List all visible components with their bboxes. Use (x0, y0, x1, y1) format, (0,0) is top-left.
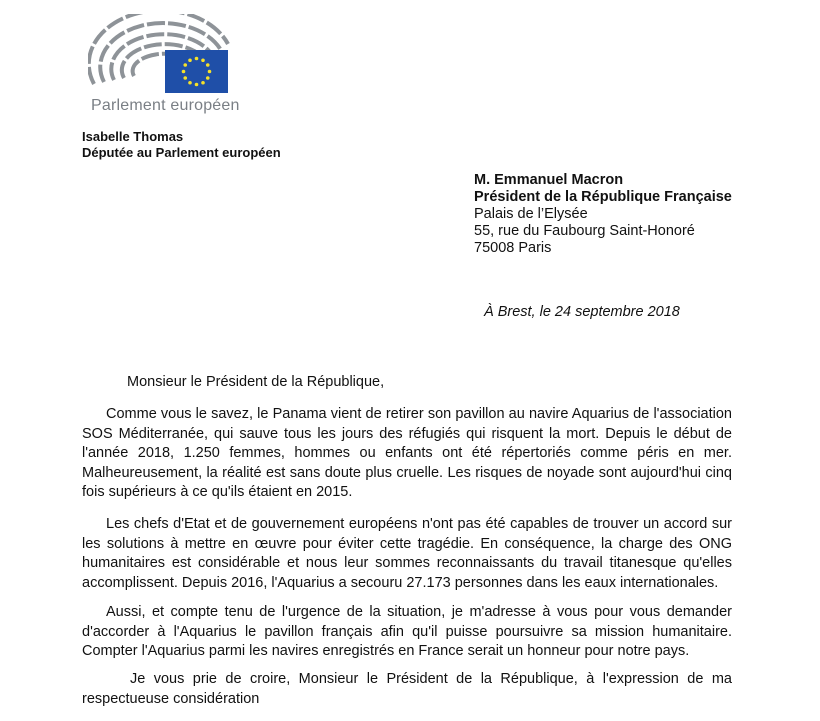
star-icon (201, 81, 205, 85)
european-parliament-logo (88, 14, 233, 96)
text-line: Comme vous le savez, le Panama vient de retirer son pavillon au navire Aquarius de l'association (106, 406, 732, 422)
text-line: humanitaires est considérable et nous leur sommes reconnaissants du travail titanesque qu'elles (82, 555, 732, 571)
closing-paragraph (82, 670, 732, 709)
text-line: accomplissent. Depuis 2016, l'Aquarius a secouru 27.173 personnes dans les eaux internationales. (82, 574, 719, 591)
star-icon (183, 76, 187, 80)
text-line: les solutions à mettre en œuvre pour éviter cette tragédie. En conséquence, la charge des ONG (82, 535, 732, 552)
letter-date: À Brest, le 24 septembre 2018 (484, 304, 680, 320)
star-icon (201, 58, 205, 62)
text-line: Malheureusement, la réalité est sans doute plus cruelle. Les risques de noyade sont aujourd'hui cinq (82, 464, 732, 481)
star-icon (206, 63, 210, 67)
star-icon (182, 70, 186, 74)
recipient-address-line: 75008 Paris (474, 240, 552, 256)
text-line: respectueuse considération (82, 690, 260, 707)
text-line: Aussi, et compte tenu de l'urgence de la situation, je m'adresse à vous pour vous demander (106, 604, 732, 620)
logo-text: Parlement européen (91, 97, 240, 114)
paragraph-3 (82, 603, 732, 662)
recipient-address-line: Palais de l’Elysée (474, 206, 588, 222)
star-icon (188, 58, 192, 62)
text-line: d'accorder à l'Aquarius le pavillon français afin qu'il puisse poursuivre sa mission humanitaire. (82, 623, 732, 640)
recipient-name: M. Emmanuel Macron (474, 172, 624, 188)
sender-name: Isabelle Thomas (82, 129, 184, 144)
eu-flag-icon (165, 50, 228, 93)
paragraph-1 (82, 405, 732, 503)
recipient-block (474, 172, 732, 257)
text-line: Je vous prie de croire, Monsieur le Président de la République, à l'expression de ma (130, 671, 732, 687)
sender-block (82, 129, 281, 161)
text-line: l'année 2018, 1.250 femmes, hommes ou enfants ont été répertoriés comme péris en mer. (82, 445, 732, 461)
star-icon (206, 76, 210, 80)
star-icon (195, 57, 199, 61)
paragraph-2 (82, 515, 732, 593)
recipient-title: Président de la République Française (474, 189, 732, 205)
text-line: fois supérieurs à ce qu'ils étaient en 2015. (82, 484, 353, 500)
text-line: Compter l'Aquarius parmi les navires enregistrés en France serait un honneur pour notre pays. (82, 643, 690, 659)
star-icon (188, 81, 192, 85)
star-icon (195, 83, 199, 87)
salutation: Monsieur le Président de la République, (127, 374, 385, 390)
sender-title: Députée au Parlement européen (82, 145, 281, 160)
star-icon (183, 63, 187, 67)
star-icon (208, 70, 212, 74)
text-line: Les chefs d'Etat et de gouvernement européens n'ont pas été capables de trouver un accord sur (106, 516, 732, 532)
recipient-address-line: 55, rue du Faubourg Saint-Honoré (474, 223, 695, 239)
text-line: SOS Méditerranée, qui sauve tous les jours des réfugiés qui risquent la mort. Depuis le début de (82, 425, 732, 442)
